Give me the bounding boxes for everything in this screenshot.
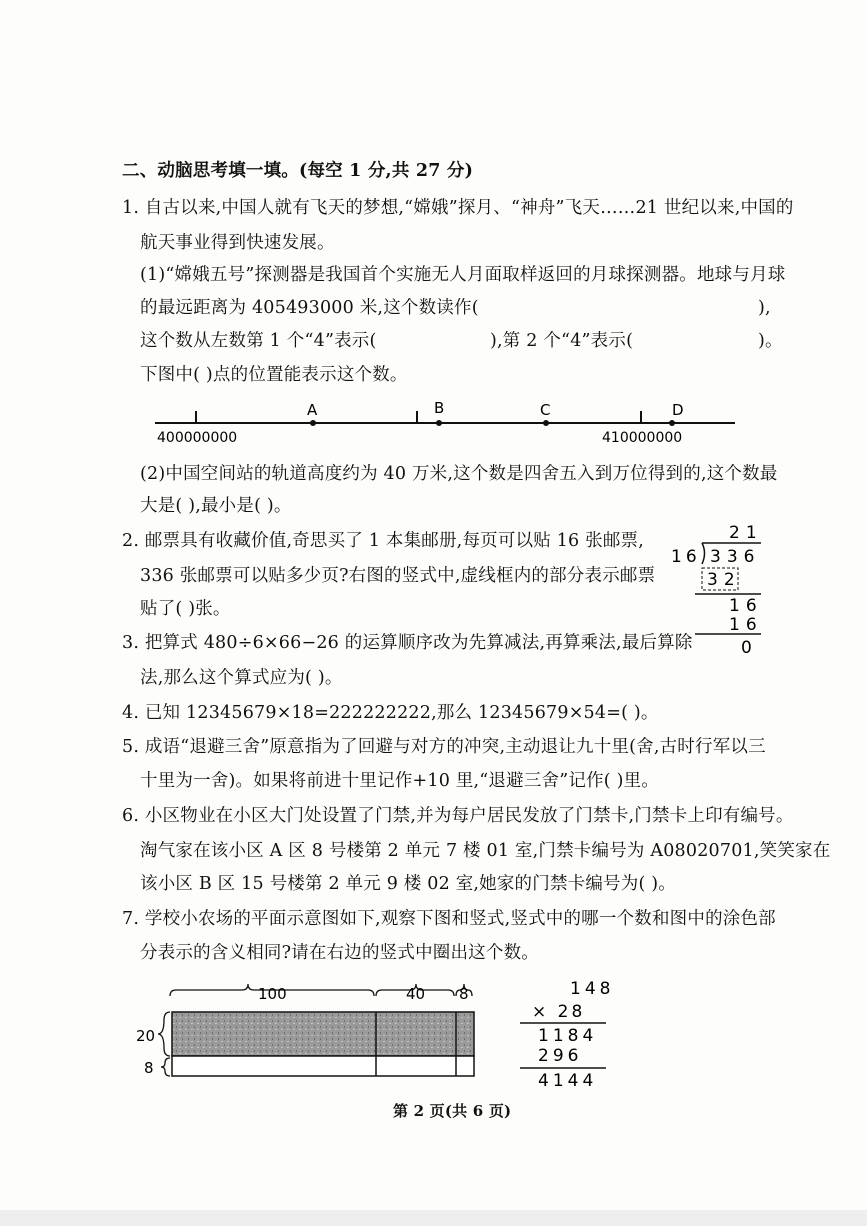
number-line-left-value: 400000000 xyxy=(157,430,238,446)
q2-line3: 贴了( )张。 xyxy=(140,599,231,619)
q2-line1: 2. 邮票具有收藏价值,奇思买了 1 本集邮册,每页可以贴 16 张邮票, xyxy=(122,531,644,551)
q1-part2-line1: (2)中国空间站的轨道高度约为 40 万米,这个数是四舍五入到万位得到的,这个数最 xyxy=(140,464,778,484)
mult-product: 4144 xyxy=(538,1071,598,1090)
point-b-dot xyxy=(436,420,442,426)
q1-part1-line2: 的最远距离为 405493000 米,这个数读作( xyxy=(140,298,479,318)
division-divisor: 16 xyxy=(671,547,701,567)
point-a-label: A xyxy=(307,401,318,419)
farm-diagram xyxy=(130,980,480,1080)
q3-line1: 3. 把算式 480÷6×66−26 的运算顺序改为先算减法,再算乘法,最后算除 xyxy=(122,633,693,653)
q1-part1-line3: 这个数从左数第 1 个“4”表示( xyxy=(140,331,377,351)
point-a-dot xyxy=(310,420,316,426)
point-c-dot xyxy=(543,420,549,426)
bottom-strip xyxy=(0,1210,867,1226)
q5-line2: 十里为一舍)。如果将前进十里记作+10 里,“退避三舍”记作( )里。 xyxy=(140,771,659,791)
q1-part1-line4: 下图中( )点的位置能表示这个数。 xyxy=(140,365,408,385)
mult-partial2: 296 xyxy=(538,1046,583,1066)
mult-multiplier: × 28 xyxy=(532,1002,586,1022)
q1-part1-line2-end: ), xyxy=(758,298,771,318)
q1-part1-line1: (1)“嫦娥五号”探测器是我国首个实施无人月面取样返回的月球探测器。地球与月球 xyxy=(140,265,786,285)
division-bracket xyxy=(702,543,705,564)
point-b-label: B xyxy=(434,399,445,417)
q1-part1-line3-end: )。 xyxy=(758,331,783,351)
q1-line1: 1. 自古以来,中国人就有飞天的梦想,“嫦娥”探月、“神舟”飞天……21 世纪以来,中国的 xyxy=(122,198,794,218)
brace-8-side xyxy=(161,1058,170,1076)
q1-line2: 航天事业得到快速发展。 xyxy=(140,233,335,253)
point-c-label: C xyxy=(540,401,551,419)
unshaded-region xyxy=(172,1056,474,1076)
number-line-right-value: 410000000 xyxy=(602,430,683,446)
label-100: 100 xyxy=(258,985,287,1003)
brace-20 xyxy=(158,1012,170,1056)
label-8-side: 8 xyxy=(144,1059,154,1077)
point-d-label: D xyxy=(672,401,684,419)
q3-line2: 法,那么这个算式应为( )。 xyxy=(140,668,343,688)
division-step2: 16 xyxy=(729,596,763,616)
section-title: 二、动脑思考填一填。(每空 1 分,共 27 分) xyxy=(122,161,474,181)
division-dividend: 336 xyxy=(710,547,761,567)
point-d-dot xyxy=(669,420,675,426)
number-line xyxy=(150,395,750,455)
division-step1: 32 xyxy=(707,570,741,590)
page-footer: 第 2 页(共 6 页) xyxy=(393,1102,512,1120)
label-40: 40 xyxy=(406,985,426,1003)
division-remainder: 0 xyxy=(741,638,752,658)
q7-line1: 7. 学校小农场的平面示意图如下,观察下图和竖式,竖式中的哪一个数和图中的涂色部 xyxy=(122,909,776,929)
mult-partial1: 1184 xyxy=(538,1026,598,1046)
q2-line2: 336 张邮票可以贴多少页?右图的竖式中,虚线框内的部分表示邮票 xyxy=(140,566,656,586)
q6-line3: 该小区 B 区 15 号楼第 2 单元 9 楼 02 室,她家的门禁卡编号为( )。 xyxy=(140,874,676,894)
mult-multiplicand: 148 xyxy=(570,979,615,999)
q5-line1: 5. 成语“退避三舍”原意指为了回避与对方的冲突,主动退让九十里(舍,古时行军以三 xyxy=(122,737,766,757)
q1-part2-line2: 大是( ),最小是( )。 xyxy=(140,496,292,516)
vertical-multiplication xyxy=(510,975,620,1090)
shaded-region xyxy=(172,1012,474,1056)
q7-line2: 分表示的含义相同?请在右边的竖式中圈出这个数。 xyxy=(140,943,539,963)
label-8-top: 8 xyxy=(459,985,469,1003)
division-quotient: 21 xyxy=(729,523,763,543)
q4-line1: 4. 已知 12345679×18=222222222,那么 12345679×54=( )。 xyxy=(122,703,659,723)
q6-line2: 淘气家在该小区 A 区 8 号楼第 2 单元 7 楼 01 室,门禁卡编号为 A08020701,笑笑家在 xyxy=(140,841,831,861)
q6-line1: 6. 小区物业在小区大门处设置了门禁,并为每户居民发放了门禁卡,门禁卡上印有编号。 xyxy=(122,806,794,826)
division-step3: 16 xyxy=(729,615,763,635)
label-20: 20 xyxy=(136,1027,156,1045)
q1-part1-line3-mid: ),第 2 个“4”表示( xyxy=(490,331,634,351)
